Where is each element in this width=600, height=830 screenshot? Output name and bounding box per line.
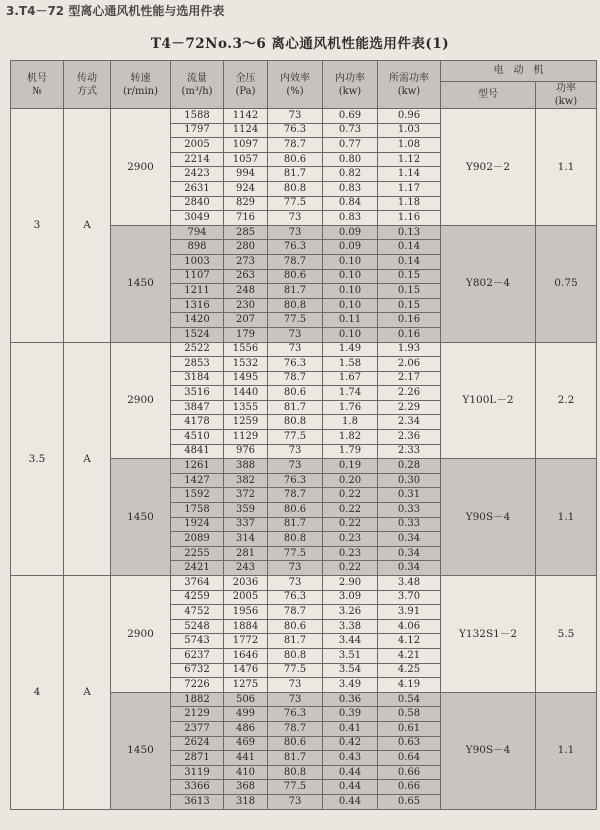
inner-power-cell: 0.83 <box>323 181 378 196</box>
inner-power-cell: 0.80 <box>323 152 378 167</box>
efficiency-cell: 80.8 <box>268 298 323 313</box>
pressure-cell: 829 <box>224 196 268 211</box>
required-power-cell: 0.33 <box>378 503 441 518</box>
required-power-cell: 1.93 <box>378 342 441 357</box>
efficiency-cell: 80.6 <box>268 269 323 284</box>
pressure-cell: 1495 <box>224 371 268 386</box>
efficiency-cell: 81.7 <box>268 400 323 415</box>
efficiency-cell: 76.3 <box>268 590 323 605</box>
required-power-cell: 1.12 <box>378 152 441 167</box>
motor-model-cell: Y132S1－2 <box>441 576 536 693</box>
motor-model-cell: Y902－2 <box>441 109 536 226</box>
motor-model-cell: Y802－4 <box>441 225 536 342</box>
required-power-cell: 0.58 <box>378 707 441 722</box>
flow-cell: 3764 <box>171 576 224 591</box>
inner-power-cell: 0.11 <box>323 313 378 328</box>
flow-cell: 1882 <box>171 692 224 707</box>
inner-power-cell: 0.39 <box>323 707 378 722</box>
efficiency-cell: 80.6 <box>268 736 323 751</box>
inner-power-cell: 0.10 <box>323 327 378 342</box>
required-power-cell: 2.06 <box>378 357 441 372</box>
inner-power-cell: 1.67 <box>323 371 378 386</box>
required-power-cell: 0.31 <box>378 488 441 503</box>
header-motor-model: 型号 <box>441 82 536 109</box>
flow-cell: 3613 <box>171 794 224 809</box>
header-inner-power: 内功率 (kw) <box>323 61 378 109</box>
efficiency-cell: 73 <box>268 109 323 124</box>
pressure-cell: 372 <box>224 488 268 503</box>
inner-power-cell: 0.43 <box>323 751 378 766</box>
required-power-cell: 4.25 <box>378 663 441 678</box>
efficiency-cell: 73 <box>268 211 323 226</box>
inner-power-cell: 0.82 <box>323 167 378 182</box>
header-flow: 流量 (m³/h) <box>171 61 224 109</box>
required-power-cell: 0.15 <box>378 269 441 284</box>
efficiency-cell: 78.7 <box>268 721 323 736</box>
inner-power-cell: 1.58 <box>323 357 378 372</box>
table-body <box>11 109 597 810</box>
pressure-cell: 273 <box>224 254 268 269</box>
performance-table <box>10 60 597 810</box>
flow-cell: 1758 <box>171 503 224 518</box>
efficiency-cell: 78.7 <box>268 605 323 620</box>
table-row <box>11 342 597 357</box>
efficiency-cell: 76.3 <box>268 357 323 372</box>
efficiency-cell: 76.3 <box>268 707 323 722</box>
inner-power-cell: 0.83 <box>323 211 378 226</box>
speed-cell: 2900 <box>111 109 171 226</box>
inner-power-cell: 0.41 <box>323 721 378 736</box>
required-power-cell: 4.19 <box>378 678 441 693</box>
motor-power-cell: 2.2 <box>536 342 597 459</box>
pressure-cell: 243 <box>224 561 268 576</box>
required-power-cell: 0.54 <box>378 692 441 707</box>
motor-power-cell: 1.1 <box>536 459 597 576</box>
required-power-cell: 2.34 <box>378 415 441 430</box>
flow-cell: 2840 <box>171 196 224 211</box>
pressure-cell: 976 <box>224 444 268 459</box>
required-power-cell: 4.12 <box>378 634 441 649</box>
efficiency-cell: 80.6 <box>268 619 323 634</box>
pressure-cell: 1532 <box>224 357 268 372</box>
efficiency-cell: 80.6 <box>268 386 323 401</box>
section-title: 3.T4－72 型离心通风机性能与选用件表 <box>6 4 225 18</box>
efficiency-cell: 81.7 <box>268 284 323 299</box>
inner-power-cell: 3.51 <box>323 648 378 663</box>
header-pressure: 全压 (Pa) <box>224 61 268 109</box>
efficiency-cell: 73 <box>268 561 323 576</box>
required-power-cell: 0.34 <box>378 532 441 547</box>
pressure-cell: 388 <box>224 459 268 474</box>
inner-power-cell: 3.38 <box>323 619 378 634</box>
motor-power-cell: 0.75 <box>536 225 597 342</box>
pressure-cell: 1476 <box>224 663 268 678</box>
inner-power-cell: 0.36 <box>323 692 378 707</box>
speed-cell: 1450 <box>111 692 171 809</box>
required-power-cell: 0.14 <box>378 240 441 255</box>
efficiency-cell: 81.7 <box>268 751 323 766</box>
pressure-cell: 337 <box>224 517 268 532</box>
efficiency-cell: 73 <box>268 459 323 474</box>
inner-power-cell: 0.44 <box>323 780 378 795</box>
inner-power-cell: 0.42 <box>323 736 378 751</box>
efficiency-cell: 73 <box>268 794 323 809</box>
efficiency-cell: 73 <box>268 692 323 707</box>
pressure-cell: 924 <box>224 181 268 196</box>
required-power-cell: 0.34 <box>378 546 441 561</box>
pressure-cell: 994 <box>224 167 268 182</box>
required-power-cell: 0.63 <box>378 736 441 751</box>
efficiency-cell: 80.8 <box>268 415 323 430</box>
flow-cell: 5743 <box>171 634 224 649</box>
efficiency-cell: 77.5 <box>268 196 323 211</box>
flow-cell: 5248 <box>171 619 224 634</box>
inner-power-cell: 0.73 <box>323 123 378 138</box>
efficiency-cell: 80.6 <box>268 503 323 518</box>
required-power-cell: 0.61 <box>378 721 441 736</box>
header-machine-no: 机号 № <box>11 61 64 109</box>
efficiency-cell: 80.8 <box>268 648 323 663</box>
flow-cell: 6237 <box>171 648 224 663</box>
flow-cell: 4510 <box>171 430 224 445</box>
flow-cell: 2377 <box>171 721 224 736</box>
drive-cell: A <box>64 342 111 576</box>
pressure-cell: 410 <box>224 765 268 780</box>
inner-power-cell: 3.44 <box>323 634 378 649</box>
flow-cell: 3366 <box>171 780 224 795</box>
inner-power-cell: 3.09 <box>323 590 378 605</box>
required-power-cell: 0.16 <box>378 327 441 342</box>
required-power-cell: 2.29 <box>378 400 441 415</box>
inner-power-cell: 0.19 <box>323 459 378 474</box>
required-power-cell: 3.91 <box>378 605 441 620</box>
flow-cell: 1261 <box>171 459 224 474</box>
efficiency-cell: 81.7 <box>268 634 323 649</box>
pressure-cell: 314 <box>224 532 268 547</box>
inner-power-cell: 3.49 <box>323 678 378 693</box>
efficiency-cell: 80.6 <box>268 152 323 167</box>
efficiency-cell: 77.5 <box>268 313 323 328</box>
flow-cell: 3184 <box>171 371 224 386</box>
flow-cell: 2129 <box>171 707 224 722</box>
pressure-cell: 368 <box>224 780 268 795</box>
flow-cell: 2624 <box>171 736 224 751</box>
table-title: T4－72No.3～6 离心通风机性能选用件表(1) <box>150 36 450 52</box>
pressure-cell: 280 <box>224 240 268 255</box>
efficiency-cell: 80.8 <box>268 765 323 780</box>
flow-cell: 7226 <box>171 678 224 693</box>
pressure-cell: 1142 <box>224 109 268 124</box>
pressure-cell: 1956 <box>224 605 268 620</box>
efficiency-cell: 76.3 <box>268 473 323 488</box>
inner-power-cell: 0.10 <box>323 254 378 269</box>
efficiency-cell: 76.3 <box>268 123 323 138</box>
pressure-cell: 248 <box>224 284 268 299</box>
flow-cell: 2423 <box>171 167 224 182</box>
inner-power-cell: 0.20 <box>323 473 378 488</box>
required-power-cell: 0.15 <box>378 284 441 299</box>
inner-power-cell: 0.10 <box>323 284 378 299</box>
flow-cell: 1316 <box>171 298 224 313</box>
table-row <box>11 109 597 124</box>
required-power-cell: 3.70 <box>378 590 441 605</box>
flow-cell: 3516 <box>171 386 224 401</box>
efficiency-cell: 81.7 <box>268 167 323 182</box>
inner-power-cell: 0.22 <box>323 517 378 532</box>
efficiency-cell: 78.7 <box>268 138 323 153</box>
efficiency-cell: 76.3 <box>268 240 323 255</box>
inner-power-cell: 1.74 <box>323 386 378 401</box>
pressure-cell: 469 <box>224 736 268 751</box>
pressure-cell: 1556 <box>224 342 268 357</box>
required-power-cell: 0.15 <box>378 298 441 313</box>
motor-power-cell: 5.5 <box>536 576 597 693</box>
efficiency-cell: 78.7 <box>268 254 323 269</box>
pressure-cell: 281 <box>224 546 268 561</box>
required-power-cell: 1.18 <box>378 196 441 211</box>
pressure-cell: 441 <box>224 751 268 766</box>
inner-power-cell: 2.90 <box>323 576 378 591</box>
header-motor-power: 功率 (kw) <box>536 82 597 109</box>
flow-cell: 794 <box>171 225 224 240</box>
required-power-cell: 1.03 <box>378 123 441 138</box>
required-power-cell: 2.17 <box>378 371 441 386</box>
inner-power-cell: 0.23 <box>323 546 378 561</box>
pressure-cell: 1057 <box>224 152 268 167</box>
pressure-cell: 2036 <box>224 576 268 591</box>
pressure-cell: 1124 <box>224 123 268 138</box>
header-efficiency: 内效率 (%) <box>268 61 323 109</box>
required-power-cell: 1.14 <box>378 167 441 182</box>
machine-no-cell: 3 <box>11 109 64 343</box>
inner-power-cell: 0.22 <box>323 488 378 503</box>
inner-power-cell: 1.82 <box>323 430 378 445</box>
flow-cell: 1420 <box>171 313 224 328</box>
flow-cell: 2089 <box>171 532 224 547</box>
flow-cell: 2871 <box>171 751 224 766</box>
required-power-cell: 4.06 <box>378 619 441 634</box>
required-power-cell: 0.30 <box>378 473 441 488</box>
required-power-cell: 0.34 <box>378 561 441 576</box>
flow-cell: 1592 <box>171 488 224 503</box>
required-power-cell: 1.16 <box>378 211 441 226</box>
pressure-cell: 1884 <box>224 619 268 634</box>
required-power-cell: 0.16 <box>378 313 441 328</box>
efficiency-cell: 77.5 <box>268 430 323 445</box>
pressure-cell: 1440 <box>224 386 268 401</box>
inner-power-cell: 3.54 <box>323 663 378 678</box>
efficiency-cell: 73 <box>268 327 323 342</box>
pressure-cell: 486 <box>224 721 268 736</box>
drive-cell: A <box>64 109 111 343</box>
flow-cell: 3847 <box>171 400 224 415</box>
flow-cell: 4178 <box>171 415 224 430</box>
pressure-cell: 1129 <box>224 430 268 445</box>
pressure-cell: 1259 <box>224 415 268 430</box>
header-speed: 转速 (r/min) <box>111 61 171 109</box>
header-required-power: 所需功率 (kw) <box>378 61 441 109</box>
efficiency-cell: 80.8 <box>268 532 323 547</box>
flow-cell: 3049 <box>171 211 224 226</box>
efficiency-cell: 78.7 <box>268 371 323 386</box>
pressure-cell: 382 <box>224 473 268 488</box>
pressure-cell: 1646 <box>224 648 268 663</box>
efficiency-cell: 77.5 <box>268 663 323 678</box>
flow-cell: 2421 <box>171 561 224 576</box>
drive-cell: A <box>64 576 111 810</box>
efficiency-cell: 73 <box>268 342 323 357</box>
inner-power-cell: 0.69 <box>323 109 378 124</box>
flow-cell: 1107 <box>171 269 224 284</box>
inner-power-cell: 1.76 <box>323 400 378 415</box>
inner-power-cell: 0.23 <box>323 532 378 547</box>
header-motor: 电 动 机 <box>441 61 597 82</box>
pressure-cell: 2005 <box>224 590 268 605</box>
flow-cell: 4752 <box>171 605 224 620</box>
required-power-cell: 0.66 <box>378 765 441 780</box>
flow-cell: 2631 <box>171 181 224 196</box>
efficiency-cell: 73 <box>268 678 323 693</box>
pressure-cell: 285 <box>224 225 268 240</box>
required-power-cell: 0.64 <box>378 751 441 766</box>
pressure-cell: 1275 <box>224 678 268 693</box>
flow-cell: 898 <box>171 240 224 255</box>
inner-power-cell: 0.10 <box>323 269 378 284</box>
flow-cell: 1588 <box>171 109 224 124</box>
required-power-cell: 2.26 <box>378 386 441 401</box>
flow-cell: 2255 <box>171 546 224 561</box>
inner-power-cell: 1.8 <box>323 415 378 430</box>
motor-power-cell: 1.1 <box>536 109 597 226</box>
required-power-cell: 0.28 <box>378 459 441 474</box>
flow-cell: 1797 <box>171 123 224 138</box>
pressure-cell: 207 <box>224 313 268 328</box>
inner-power-cell: 0.09 <box>323 225 378 240</box>
required-power-cell: 0.33 <box>378 517 441 532</box>
flow-cell: 1003 <box>171 254 224 269</box>
efficiency-cell: 73 <box>268 576 323 591</box>
inner-power-cell: 1.79 <box>323 444 378 459</box>
machine-no-cell: 4 <box>11 576 64 810</box>
efficiency-cell: 81.7 <box>268 517 323 532</box>
inner-power-cell: 0.22 <box>323 503 378 518</box>
flow-cell: 1427 <box>171 473 224 488</box>
pressure-cell: 716 <box>224 211 268 226</box>
inner-power-cell: 0.44 <box>323 765 378 780</box>
speed-cell: 2900 <box>111 576 171 693</box>
flow-cell: 1924 <box>171 517 224 532</box>
required-power-cell: 3.48 <box>378 576 441 591</box>
required-power-cell: 4.21 <box>378 648 441 663</box>
motor-power-cell: 1.1 <box>536 692 597 809</box>
table-container <box>10 60 596 810</box>
efficiency-cell: 77.5 <box>268 780 323 795</box>
header-drive: 传动 方式 <box>64 61 111 109</box>
required-power-cell: 1.08 <box>378 138 441 153</box>
flow-cell: 4841 <box>171 444 224 459</box>
efficiency-cell: 77.5 <box>268 546 323 561</box>
pressure-cell: 1097 <box>224 138 268 153</box>
required-power-cell: 0.96 <box>378 109 441 124</box>
efficiency-cell: 73 <box>268 225 323 240</box>
speed-cell: 2900 <box>111 342 171 459</box>
inner-power-cell: 0.77 <box>323 138 378 153</box>
motor-model-cell: Y90S－4 <box>441 459 536 576</box>
efficiency-cell: 73 <box>268 444 323 459</box>
speed-cell: 1450 <box>111 225 171 342</box>
pressure-cell: 230 <box>224 298 268 313</box>
flow-cell: 1211 <box>171 284 224 299</box>
required-power-cell: 0.66 <box>378 780 441 795</box>
flow-cell: 2214 <box>171 152 224 167</box>
motor-model-cell: Y100L－2 <box>441 342 536 459</box>
pressure-cell: 506 <box>224 692 268 707</box>
pressure-cell: 499 <box>224 707 268 722</box>
required-power-cell: 2.36 <box>378 430 441 445</box>
flow-cell: 2853 <box>171 357 224 372</box>
flow-cell: 4259 <box>171 590 224 605</box>
required-power-cell: 0.65 <box>378 794 441 809</box>
pressure-cell: 1772 <box>224 634 268 649</box>
flow-cell: 2005 <box>171 138 224 153</box>
table-row <box>11 576 597 591</box>
required-power-cell: 2.33 <box>378 444 441 459</box>
flow-cell: 2522 <box>171 342 224 357</box>
inner-power-cell: 0.09 <box>323 240 378 255</box>
required-power-cell: 0.14 <box>378 254 441 269</box>
machine-no-cell: 3.5 <box>11 342 64 576</box>
pressure-cell: 1355 <box>224 400 268 415</box>
pressure-cell: 179 <box>224 327 268 342</box>
inner-power-cell: 0.84 <box>323 196 378 211</box>
required-power-cell: 1.17 <box>378 181 441 196</box>
inner-power-cell: 0.44 <box>323 794 378 809</box>
required-power-cell: 0.13 <box>378 225 441 240</box>
inner-power-cell: 3.26 <box>323 605 378 620</box>
inner-power-cell: 0.10 <box>323 298 378 313</box>
flow-cell: 1524 <box>171 327 224 342</box>
flow-cell: 3119 <box>171 765 224 780</box>
flow-cell: 6732 <box>171 663 224 678</box>
motor-model-cell: Y90S－4 <box>441 692 536 809</box>
speed-cell: 1450 <box>111 459 171 576</box>
inner-power-cell: 1.49 <box>323 342 378 357</box>
efficiency-cell: 78.7 <box>268 488 323 503</box>
efficiency-cell: 80.8 <box>268 181 323 196</box>
pressure-cell: 318 <box>224 794 268 809</box>
pressure-cell: 263 <box>224 269 268 284</box>
pressure-cell: 359 <box>224 503 268 518</box>
inner-power-cell: 0.22 <box>323 561 378 576</box>
